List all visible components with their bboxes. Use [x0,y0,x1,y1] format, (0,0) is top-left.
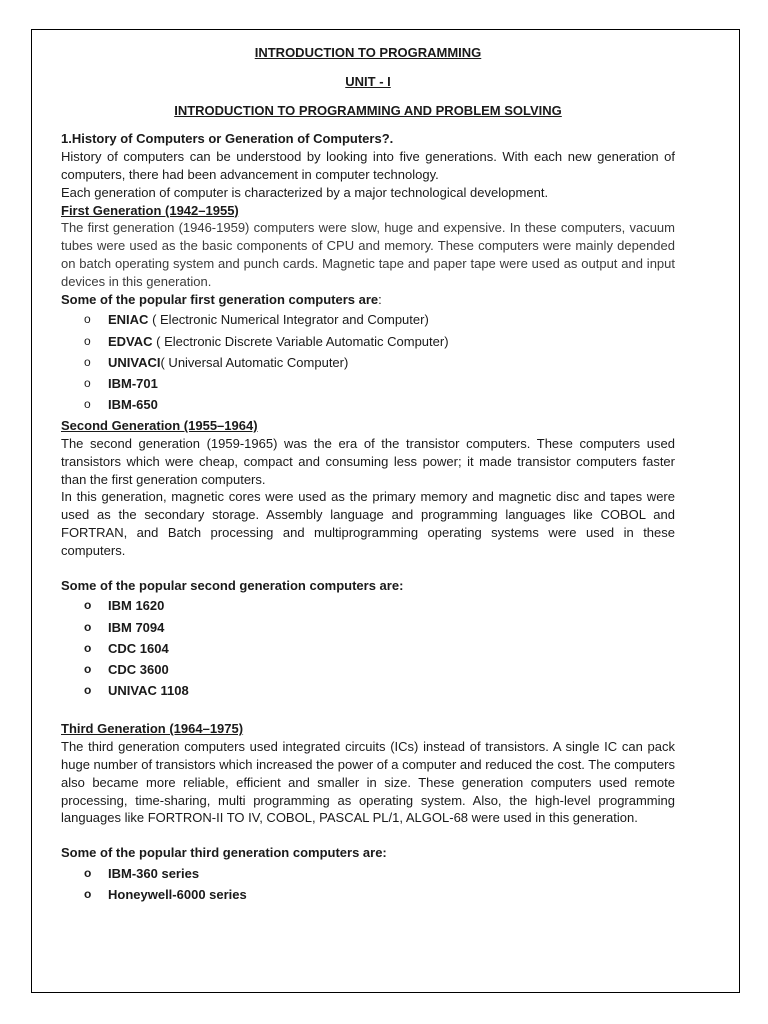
list-item [61,333,675,351]
computer-desc: ( Electronic Numerical Integrator and Computer) [148,312,429,328]
first-generation-text: The first generation (1946-1959) computers were slow, huge and expensive. In these computers, vacuum tubes were used as the basic components of CPU and memory. These computers were mainly depended on batch operating system and punch cards. Magnetic tape and paper tape were used as output and input devices in this generation. [61,220,675,289]
list-item: o IBM 7094 [61,619,675,637]
spacer [61,703,675,720]
spacer [61,560,675,577]
chapter-subtitle: INTRODUCTION TO PROGRAMMING AND PROBLEM SOLVING [174,102,562,118]
computer-name: EDVAC [108,333,153,349]
computer-desc: ( Electronic Discrete Variable Automatic Computer) [152,333,449,349]
second-generation-text-1: The second generation (1959-1965) was the era of the transistor computers. These computers used transistors which were cheap, compact and consuming less power; it made transistor computers faster than the first generation computers. [61,436,675,487]
intro-paragraph-1: History of computers can be understood by looking into five generations. With each new generation of computers, there had been advancement in computer technology. [61,149,675,182]
first-generation-heading: First Generation (1942–1955) [61,202,239,218]
unit-label: UNIT - I [345,73,391,89]
section-question: 1.History of Computers or Generation of Computers?. [61,131,394,147]
intro-paragraph-2: Each generation of computer is characterized by a major technological development. [61,184,549,200]
first-generation-list-intro-text: Some of the popular first generation computers are [61,291,379,307]
second-generation-text-2: In this generation, magnetic cores were used as the primary memory and magnetic disc and tapes were used as the secondary storage. Assembly language and programming languages like COBOL and FORTRAN, and Batch processing and multiprogramming operating systems were used in these computers. [61,489,675,558]
list-item: o IBM-360 series [61,865,675,883]
list-item [61,311,675,329]
first-generation-list-intro [61,291,675,309]
spacer [61,827,675,844]
list-item: o Honeywell-6000 series [61,886,675,904]
first-generation-list-intro-colon: : [378,291,382,307]
list-item [61,375,675,393]
second-generation-heading: Second Generation (1955–1964) [61,418,258,434]
first-generation-list [61,311,675,414]
document-content [61,40,675,907]
computer-name: IBM-701 [108,375,158,391]
list-item: o UNIVAC 1108 [61,682,675,700]
second-generation-list [61,597,675,700]
computer-name: ENIAC [108,312,149,328]
third-generation-heading: Third Generation (1964–1975) [61,721,244,737]
list-item [61,396,675,414]
computer-desc: ( Universal Automatic Computer) [160,354,349,370]
list-item: o CDC 3600 [61,661,675,679]
third-generation-list-intro: Some of the popular third generation computers are: [61,845,387,861]
third-generation-list [61,865,675,904]
document-title: INTRODUCTION TO PROGRAMMING [254,45,482,60]
second-generation-list-intro: Some of the popular second generation computers are: [61,577,404,593]
list-item [61,354,675,372]
list-item: o CDC 1604 [61,640,675,658]
third-generation-text: The third generation computers used integrated circuits (ICs) instead of transistors. A single IC can pack huge number of transistors which increased the power of a computer and reduced the cost. The computers also became more reliable, efficient and smaller in size. These generation computers used remote processing, time-sharing, multi programming as operating system. Also, the high-level programming languages like FORTRON-II TO IV, COBOL, PASCAL PL/1, ALGOL-68 were used in this generation. [61,739,675,826]
computer-name: UNIVACI [108,354,161,370]
list-item: o IBM 1620 [61,597,675,615]
computer-name: IBM-650 [108,397,158,413]
